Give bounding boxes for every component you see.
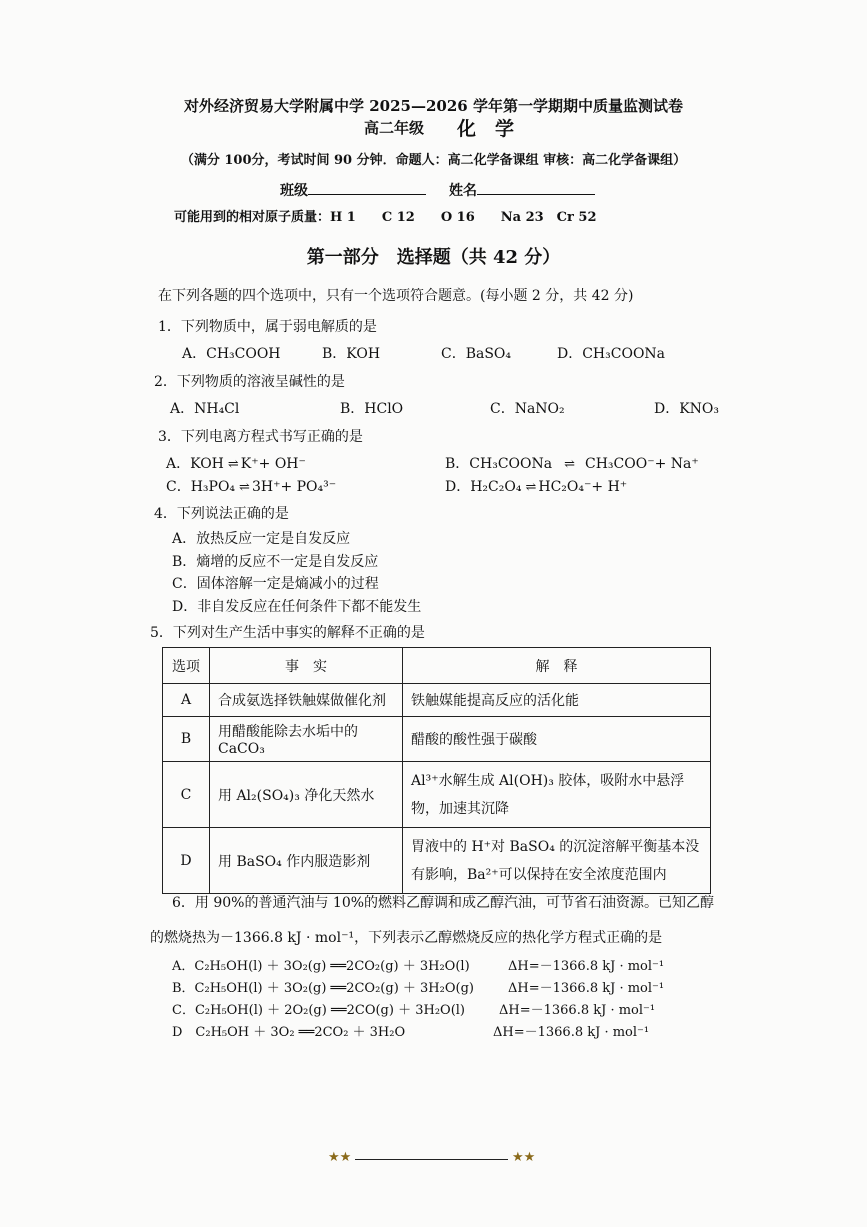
table-cell-explain: 醋酸的酸性强于碳酸 xyxy=(403,717,711,762)
q2-option-b[interactable]: B．HClO xyxy=(340,401,404,417)
q4-option-d[interactable]: D．非自发反应在任何条件下都不能发生 xyxy=(172,599,422,615)
q6-option-b[interactable]: B．C₂H₅OH(l) ＋ 3O₂(g) ══2CO₂(g) ＋ 3H₂O(g) xyxy=(172,981,474,996)
class-blank[interactable] xyxy=(308,180,426,195)
q4-stem: 4．下列说法正确的是 xyxy=(154,506,289,522)
equilibrium-arrow-icon: ⇌ xyxy=(239,480,248,495)
footer-divider xyxy=(355,1159,508,1160)
name-label: 姓名 xyxy=(449,183,477,199)
q4-option-a[interactable]: A．放热反应一定是自发反应 xyxy=(172,531,351,547)
grade-label: 高二年级 xyxy=(364,119,425,137)
table-cell-option: D xyxy=(163,828,210,894)
q3-stem: 3．下列电离方程式书写正确的是 xyxy=(158,429,363,445)
equilibrium-arrow-icon: ⇌ xyxy=(227,457,237,472)
q1-option-b[interactable]: B．KOH xyxy=(322,346,381,362)
footer-star-right-icon: ★★ xyxy=(512,1150,536,1165)
table-cell-explain: 铁触媒能提高反应的活化能 xyxy=(403,684,711,717)
q1-option-a[interactable]: A．CH₃COOH xyxy=(182,346,281,362)
section-instruction: 在下列各题的四个选项中，只有一个选项符合题意。(每小题 2 分，共 42 分) xyxy=(158,288,634,304)
q6-stem-line2: 的燃烧热为－1366.8 kJ · mol⁻¹，下列表示乙醇燃烧反应的热化学方程式正确的是 xyxy=(150,930,663,946)
footer-star-left-icon: ★★ xyxy=(328,1150,352,1165)
table-cell-fact: 用 BaSO₄ 作内服造影剂 xyxy=(210,828,403,894)
table-cell-explain: 胃液中的 H⁺对 BaSO₄ 的沉淀溶解平衡基本没有影响，Ba²⁺可以保持在安全浓度范围内 xyxy=(403,828,711,894)
q3-option-d[interactable] xyxy=(445,476,627,496)
table-header-cell: 事 实 xyxy=(210,648,403,684)
q2-option-c[interactable]: C．NaNO₂ xyxy=(490,401,565,417)
q1-option-c[interactable]: C．BaSO₄ xyxy=(441,346,512,362)
q3-b-lhs: B．CH₃COONa xyxy=(445,456,553,472)
table-cell-fact: 用醋酸能除去水垢中的CaCO₃ xyxy=(210,717,403,762)
table-cell-fact: 合成氨选择铁触媒做催化剂 xyxy=(210,684,403,717)
table-cell-option: A xyxy=(163,684,210,717)
q3-d-lhs: D．H₂C₂O₄ xyxy=(445,479,522,495)
q3-a-rhs: K⁺+ OH⁻ xyxy=(240,456,306,472)
q5-table xyxy=(162,647,711,894)
table-row[interactable] xyxy=(163,717,711,762)
q6-option-a-enthalpy: ΔH=－1366.8 kJ · mol⁻¹ xyxy=(508,959,665,974)
q6-option-a[interactable]: A．C₂H₅OH(l) ＋ 3O₂(g) ══2CO₂(g) ＋ 3H₂O(l) xyxy=(172,959,470,974)
q3-c-rhs: 3H⁺+ PO₄³⁻ xyxy=(251,479,337,495)
q3-b-rhs: CH₃COO⁻+ Na⁺ xyxy=(585,456,699,472)
q1-option-d[interactable]: D．CH₃COONa xyxy=(557,346,666,362)
q3-d-rhs: HC₂O₄⁻+ H⁺ xyxy=(538,479,628,495)
class-field xyxy=(280,180,426,200)
q3-c-lhs: C．H₃PO₄ xyxy=(166,479,236,495)
equilibrium-arrow-icon: ⇌ xyxy=(564,457,573,472)
name-field xyxy=(449,180,595,200)
q4-option-c[interactable]: C．固体溶解一定是熵减小的过程 xyxy=(172,576,379,592)
class-label: 班级 xyxy=(280,183,308,199)
q3-option-b[interactable] xyxy=(445,453,699,473)
q6-option-d-enthalpy: ΔH=－1366.8 kJ · mol⁻¹ xyxy=(493,1025,650,1040)
section-title: 第一部分 选择题（共 42 分） xyxy=(306,247,561,268)
q5-stem: 5．下列对生产生活中事实的解释不正确的是 xyxy=(150,625,425,641)
q2-option-a[interactable]: A．NH₄Cl xyxy=(170,401,240,417)
q6-option-b-enthalpy: ΔH=－1366.8 kJ · mol⁻¹ xyxy=(508,981,665,996)
q6-option-d[interactable]: D C₂H₅OH ＋ 3O₂ ══2CO₂ ＋ 3H₂O xyxy=(172,1025,406,1040)
exam-title: 对外经济贸易大学附属中学 2025—2026 学年第一学期期中质量监测试卷 xyxy=(184,97,683,115)
q6-stem-line1: 6．用 90%的普通汽油与 10%的燃料乙醇调和成乙醇汽油，可节省石油资源。已知乙醇 xyxy=(172,895,715,911)
q4-option-b[interactable]: B．熵增的反应不一定是自发反应 xyxy=(172,554,379,570)
table-row[interactable] xyxy=(163,684,711,717)
q6-option-c[interactable]: C．C₂H₅OH(l) ＋ 2O₂(g) ══2CO(g) ＋ 3H₂O(l) xyxy=(172,1003,465,1018)
table-header-cell: 选项 xyxy=(163,648,210,684)
q3-option-a[interactable] xyxy=(166,453,306,473)
atomic-masses: 可能用到的相对原子质量：H 1 C 12 O 16 Na 23 Cr 52 xyxy=(174,210,597,225)
q6-option-c-enthalpy: ΔH=－1366.8 kJ · mol⁻¹ xyxy=(499,1003,656,1018)
table-header-cell: 解 释 xyxy=(403,648,711,684)
table-cell-fact: 用 Al₂(SO₄)₃ 净化天然水 xyxy=(210,762,403,828)
q2-stem: 2．下列物质的溶液呈碱性的是 xyxy=(154,374,345,390)
q3-a-lhs: A．KOH xyxy=(166,456,224,472)
subject-label: 化 学 xyxy=(457,118,515,140)
exam-info: （满分 100分，考试时间 90 分钟．命题人：高二化学备课组 审核：高二化学备课组） xyxy=(180,153,687,168)
table-cell-option: C xyxy=(163,762,210,828)
q2-option-d[interactable]: D．KNO₃ xyxy=(654,401,720,417)
q1-stem: 1．下列物质中，属于弱电解质的是 xyxy=(158,319,377,335)
table-header-row xyxy=(163,648,711,684)
table-row[interactable] xyxy=(163,762,711,828)
table-cell-option: B xyxy=(163,717,210,762)
table-cell-explain: Al³⁺水解生成 Al(OH)₃ 胶体，吸附水中悬浮物，加速其沉降 xyxy=(403,762,711,828)
q3-option-c[interactable] xyxy=(166,476,336,496)
name-blank[interactable] xyxy=(477,180,595,195)
equilibrium-arrow-icon: ⇌ xyxy=(525,480,535,495)
table-row[interactable] xyxy=(163,828,711,894)
